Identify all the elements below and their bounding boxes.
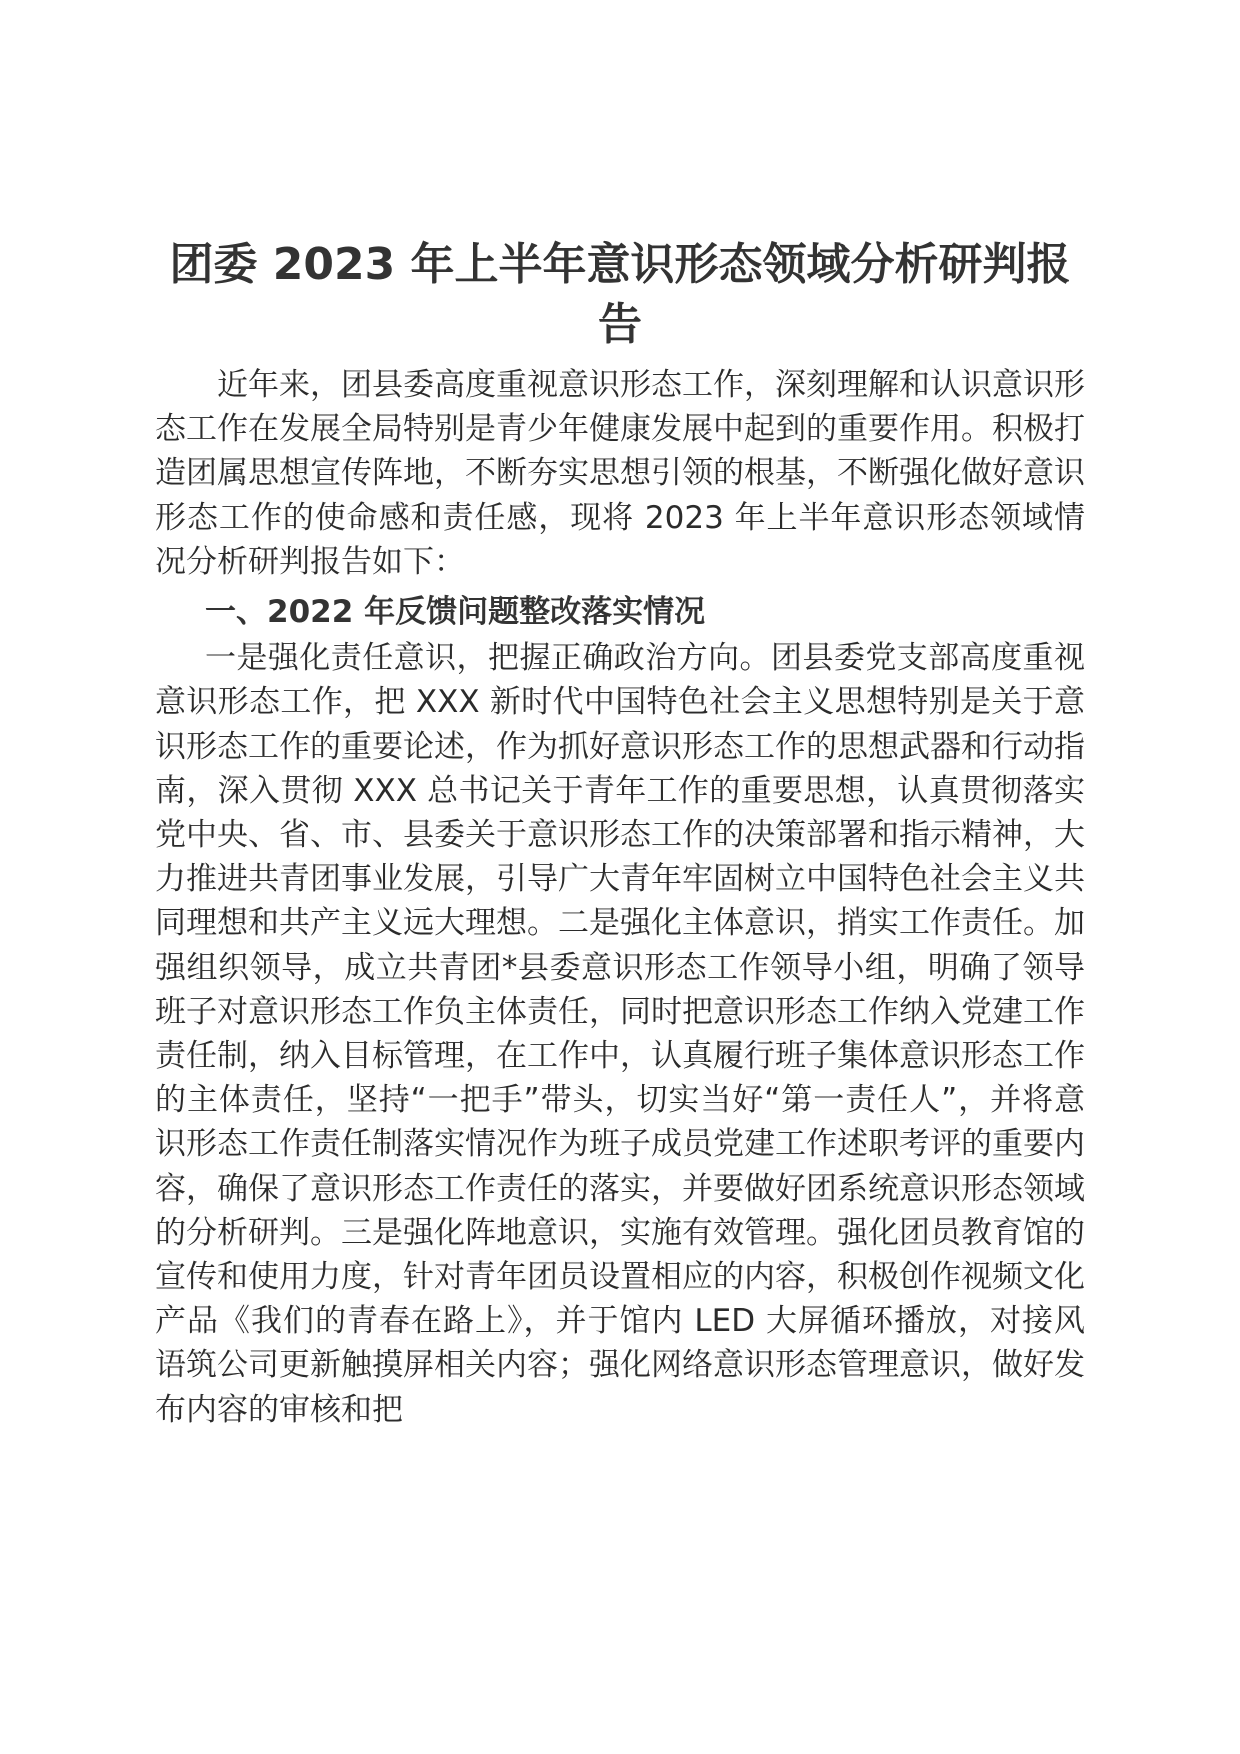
section-1-body-paragraph: 一是强化责任意识，把握正确政治方向。团县委党支部高度重视意识形态工作，把 XXX 新时代中国特色社会主义思想特别是关于意识形态工作的重要论述，作为抓好意识形态工作的思想武器和行动指南，深入贯彻 XXX 总书记关于青年工作的重要思想，认真贯彻落实党中央、省、市、县委关于意识形态工作的决策部署和指示精神，大力推进共青团事业发展，引导广大青年牢固树立中国特色社会主义共同理想和共产主义远大理想。二是强化主体意识，捎实工作责任。加强组织领导，成立共青团*县委意识形态工作领导小组，明确了领导班子对意识形态工作负主体责任，同时把意识形态工作纳入党建工作责任制，纳入目标管理，在工作中，认真履行班子集体意识形态工作的主体责任，坚持“一把手”带头，切实当好“第一责任人”，并将意识形态工作责任制落实情况作为班子成员党建工作述职考评的重要内容，确保了意识形态工作责任的落实，并要做好团系统意识形态领域的分析研判。三是强化阵地意识，实施有效管理。强化团员教育馆的宣传和使用力度，针对青年团员设置相应的内容，积极创作视频文化产品《我们的青春在路上》，并于馆内 LED 大屏循环播放，对接风语筑公司更新触摸屏相关内容；强化网络意识形态管理意识，做好发布内容的审核和把 <box>155 640 1085 1428</box>
document-title: 团委 2023 年上半年意识形态领域分析研判报告 <box>169 239 1071 350</box>
document-page <box>155 235 1085 1432</box>
section-heading-1: 一、2022 年反馈问题整改落实情况 <box>205 594 706 631</box>
intro-paragraph: 近年来，团县委高度重视意识形态工作，深刻理解和认识意识形态工作在发展全局特别是青少年健康发展中起到的重要作用。积极打造团属思想宣传阵地，不断夯实思想引领的根基，不断强化做好意识形态工作的使命感和责任感，现将 2023 年上半年意识形态领域情况分析研判报告如下： <box>155 367 1085 580</box>
